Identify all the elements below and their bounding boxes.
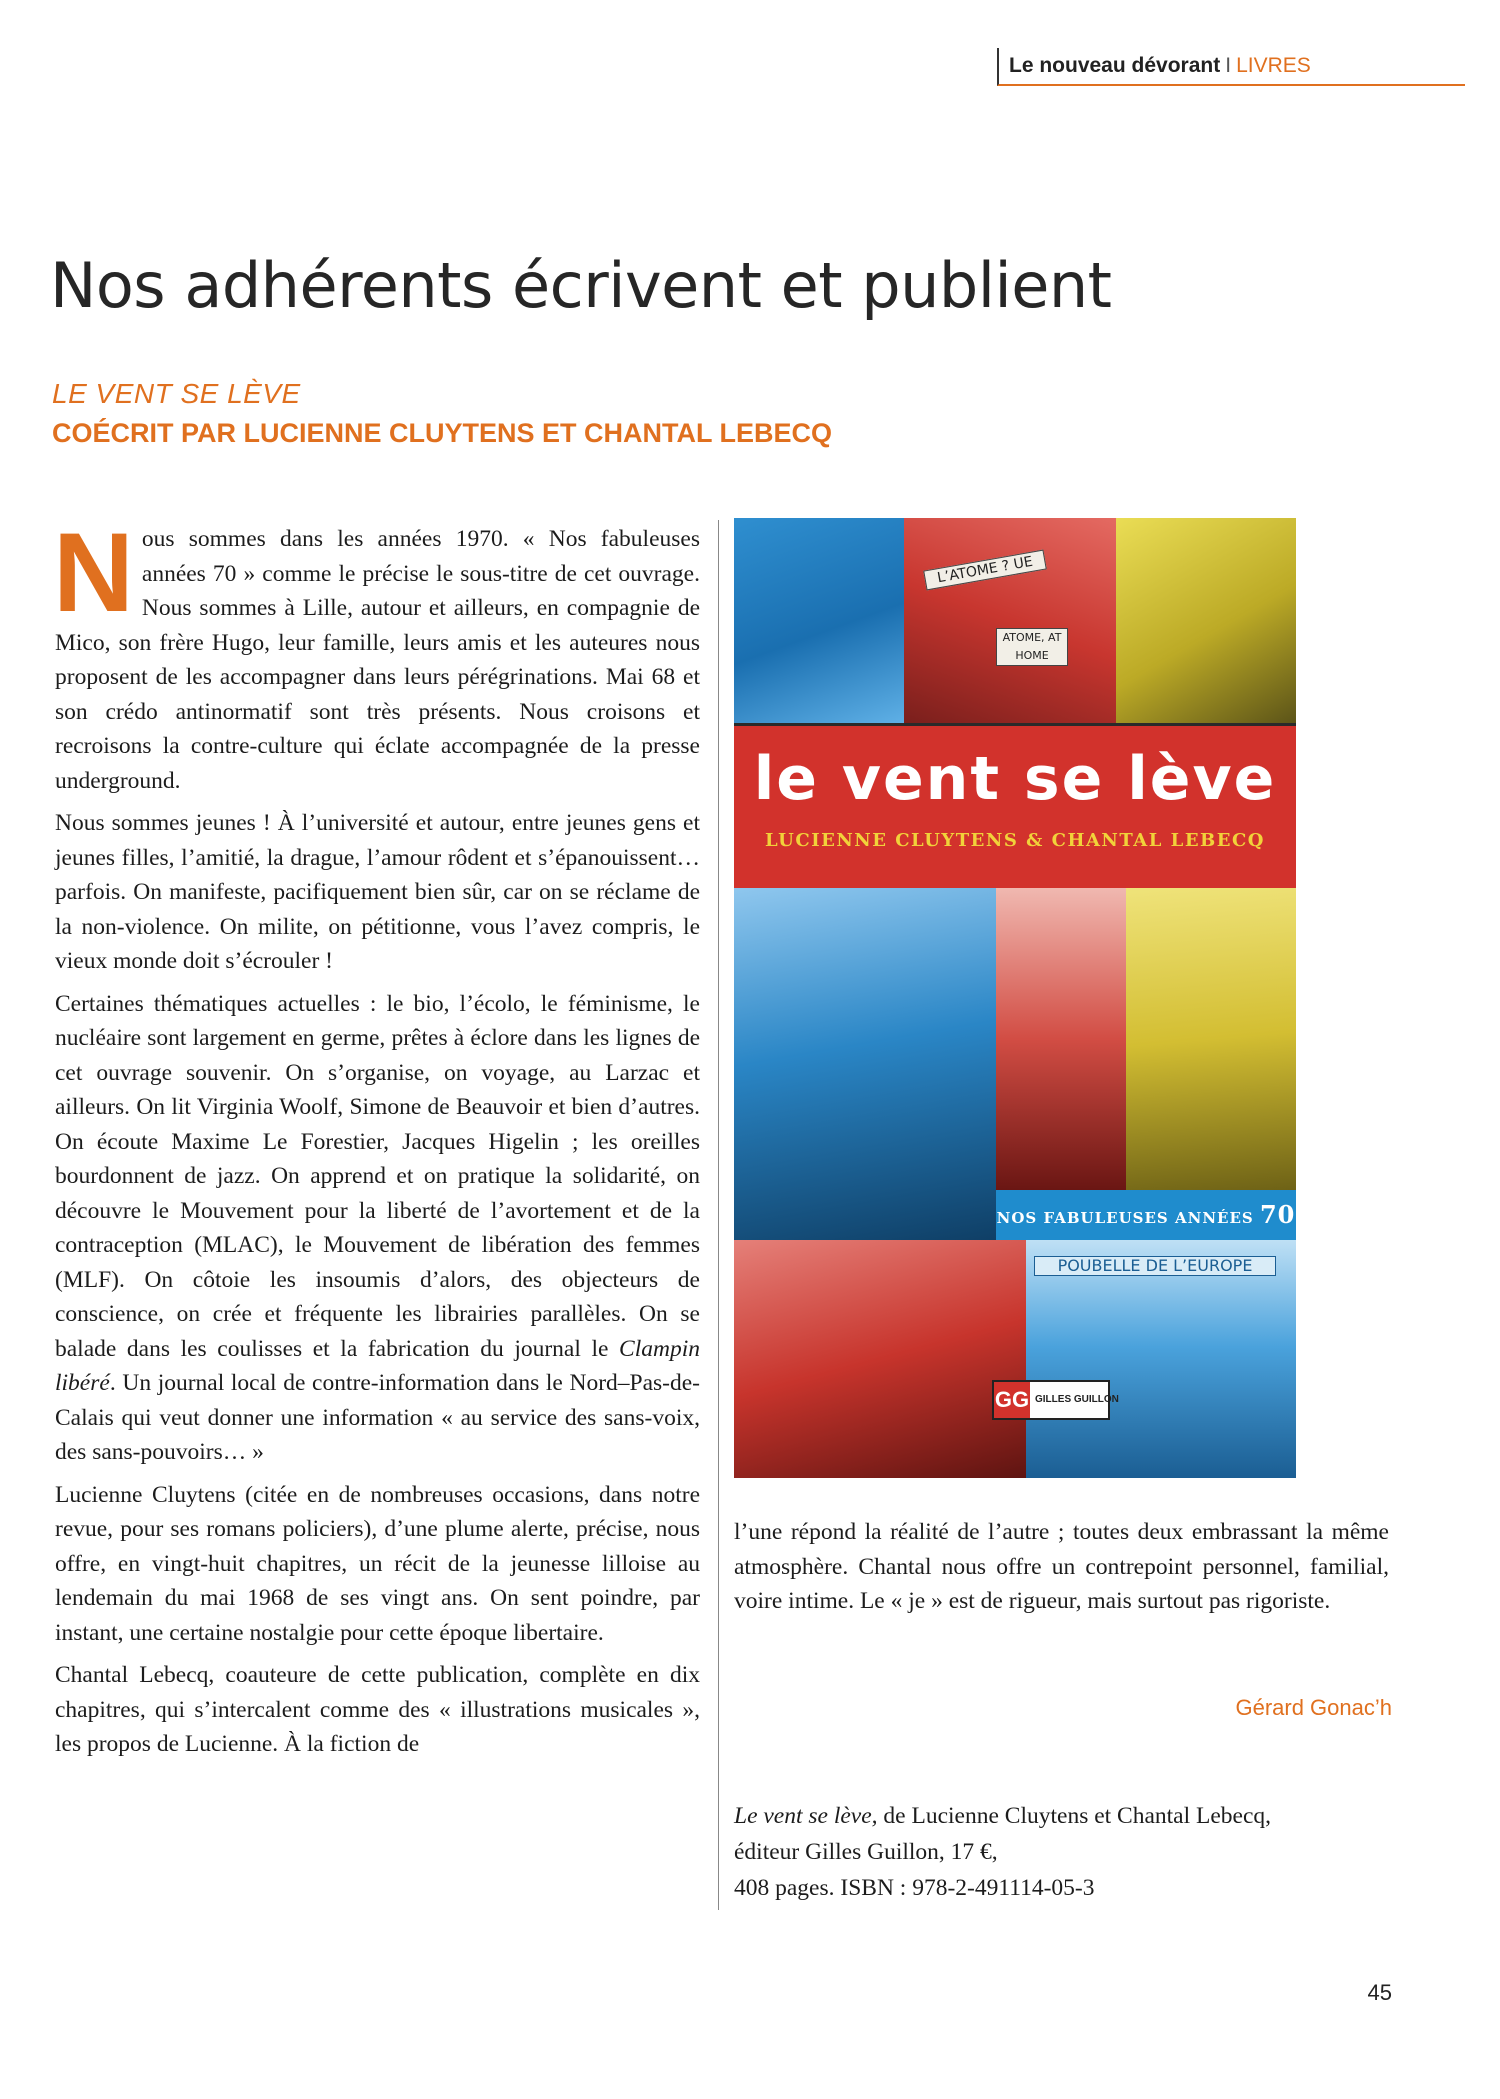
article-body-right <box>734 1515 1389 1619</box>
publisher-logo <box>992 1380 1119 1420</box>
author-signature: Gérard Gonac’h <box>1235 1695 1392 1720</box>
publisher-name: GILLES GUILLON <box>1035 1394 1119 1405</box>
cover-sign-poubelle: POUBELLE DE L’EUROPE <box>1034 1256 1276 1276</box>
publisher-mark: GG <box>994 1382 1030 1418</box>
journal-name: Clampin libéré <box>55 1335 700 1396</box>
cover-title: le vent se lève <box>753 744 1277 814</box>
drop-cap: N <box>53 510 134 635</box>
book-reference <box>734 1798 1394 1906</box>
book-authors: COÉCRIT PAR LUCIENNE CLUYTENS ET CHANTAL LEBECQ <box>52 418 833 448</box>
article-body-left <box>53 510 700 1770</box>
paragraph-4: Lucienne Cluytens (citée en de nombreuses occasions, dans notre revue, pour ses romans policiers), d’une plume alerte, précise, nous offre, en vingt-huit chapitres, un récit de la jeunesse lilloise au lendemain du mai 1968 de ses vingt ans. On sent poindre, par instant, une certaine nostalgie pour cette époque libertaire. <box>55 1481 700 1646</box>
cover-photo-blue-middle <box>734 888 996 1240</box>
column-divider <box>718 520 719 1910</box>
cover-photo-red-bottom <box>734 1240 1026 1478</box>
book-title: LE VENT SE LÈVE <box>52 378 301 409</box>
cover-photo-red-top <box>904 518 1116 723</box>
cover-subtitle-number: 70 <box>1259 1200 1296 1229</box>
paragraph-6: l’une répond la réalité de l’autre ; toutes deux embrassant la même atmosphère. Chantal nous offre un contrepoint personnel, familial, voire intime. Le « je » est de rigueur, mais surtout pas rigoriste. <box>734 1519 1389 1614</box>
page-title: Nos adhérents écrivent et publient <box>50 249 1112 322</box>
paragraph-3-text-a: Certaines thématiques actuelles : le bio, l’écolo, le féminisme, le nucléaire sont largement en germe, prêtes à éclore dans les lignes de cet ouvrage souvenir. On s’organise, on voyage, au Larzac et ailleurs. On lit Virginia Woolf, Simone de Beauvoir et bien d’autres. On écoute Maxime Le Forestier, Jacques Higelin ; les oreilles bourdonnent de jazz. On apprend et on pratique la solidarité, on découvre le Mouvement pour la liberté de l’avortement et de la contraception (MLAC), le Mouvement de libération des femmes (MLF). On côtoie les insoumis d’alors, des objecteurs de conscience, on crée et fréquente les librairies parallèles. On se balade dans les coulisses et la fabrication du journal le <box>55 990 700 1362</box>
cover-photo-yellow-top <box>1116 518 1296 723</box>
book-cover <box>734 518 1296 1478</box>
cover-sign-atome: L’ATOME ? UE <box>923 550 1047 591</box>
paragraph-1 <box>53 510 700 798</box>
paragraph-2: Nous sommes jeunes ! À l’université et autour, entre jeunes gens et jeunes filles, l’amitié, la drague, l’amour rôdent et s’épanouissent… parfois. On manifeste, pacifiquement bien sûr, car on se réclame de la non-violence. On milite, on pétitionne, vous l’avez compris, le vieux monde doit s’écrouler ! <box>55 810 700 974</box>
reference-line-1 <box>734 1798 1394 1834</box>
cover-subtitle-text: NOS FABULEUSES ANNÉES <box>996 1209 1254 1227</box>
cover-photo-red-middle <box>996 888 1126 1190</box>
cover-subtitle <box>996 1190 1296 1240</box>
reference-line-3: 408 pages. ISBN : 978-2-491114-05-3 <box>734 1875 1095 1901</box>
cover-photo-yellow-middle <box>1126 888 1296 1190</box>
header-separator: I <box>1225 54 1232 77</box>
section-name: LIVRES <box>1236 54 1311 77</box>
paragraph-3-text-b: . Un journal local de contre-information dans le Nord–Pas-de-Calais qui veut donner une information « au service des sans-voix, des sans-pouvoirs… » <box>55 1370 700 1465</box>
publication-name: Le nouveau dévorant <box>1009 54 1221 77</box>
reference-title: Le vent se lève, <box>734 1803 878 1829</box>
reference-authors: de Lucienne Cluytens et Chantal Lebecq, <box>877 1803 1272 1829</box>
cover-sign-atome-home: ATOME, AT HOME <box>996 628 1068 666</box>
cover-authors: LUCIENNE CLUYTENS & CHANTAL LEBECQ <box>765 830 1265 851</box>
reference-line-2: éditeur Gilles Guillon, 17 €, <box>734 1839 998 1865</box>
paragraph-1-text: ous sommes dans les années 1970. « Nos fabuleuses années 70 » comme le précise le sous-titre de cet ouvrage. Nous sommes à Lille, autour et ailleurs, en compagnie de Mico, son frère Hugo, leur famille, leurs amis et les auteures nous proposent de les accompagner dans leurs pérégrinations. Mai 68 et son crédo antinormatif sont très présents. Nous croisons et recroisons la contre-culture qui éclate accompagnée de la presse underground. <box>55 526 700 794</box>
page-number: 45 <box>1367 1980 1392 2005</box>
paragraph-5: Chantal Lebecq, coauteure de cette publication, complète en dix chapitres, qui s’intercalent comme des « illustrations musicales », les propos de Lucienne. À la fiction de <box>55 1662 700 1757</box>
paragraph-3 <box>55 987 700 1470</box>
running-header <box>997 48 1465 86</box>
cover-photo-blue-top <box>734 518 904 723</box>
